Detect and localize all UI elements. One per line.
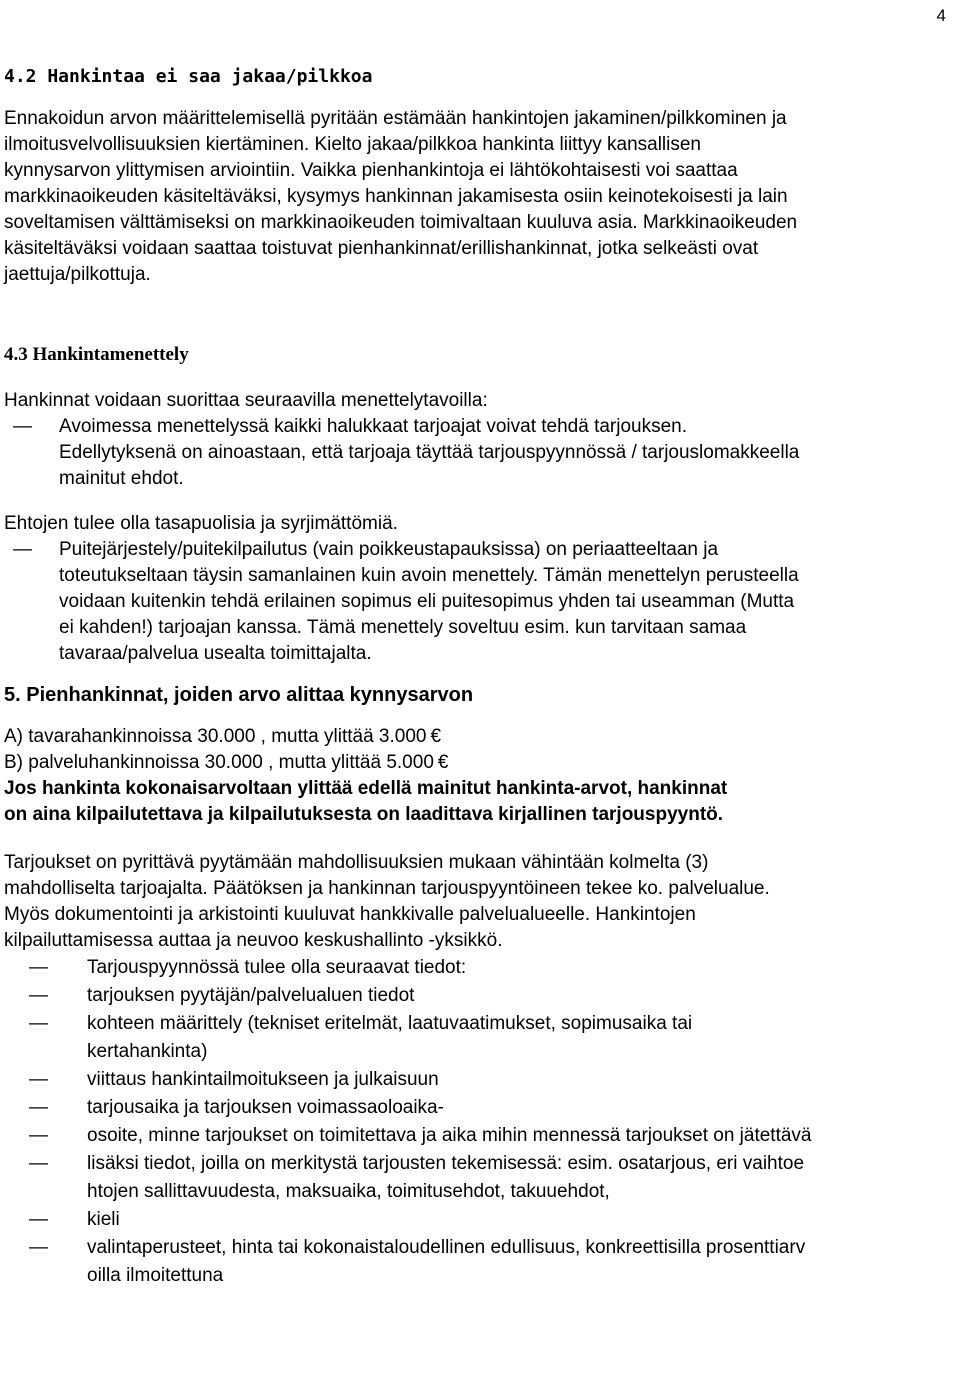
list-item-line: htojen sallittavuudesta, maksuaika, toimitusehdot, takuuehdot, <box>87 1181 610 1202</box>
bold-rule-line: on aina kilpailutettava ja kilpailutuksesta on laadittava kirjallinen tarjouspyyntö. <box>4 804 724 825</box>
list-item <box>4 1234 952 1290</box>
section-5-heading: 5. Pienhankinnat, joiden arvo alittaa kynnysarvon <box>4 684 474 706</box>
list-item-line: valintaperusteet, hinta tai kokonaistaloudellinen edullisuus, konkreettisilla prosenttiarv <box>87 1237 806 1258</box>
s42-line: ilmoitusvelvollisuuksien kiertäminen. Kielto jakaa/pilkkoa hankinta liittyy kansallisen <box>4 134 701 155</box>
list-item-line: tavaraa/palvelua usealta toimittajalta. <box>59 643 372 664</box>
list-item-line: voidaan kuitenkin tehdä erilainen sopimus eli puitesopimus yhden tai useamman (Mutta <box>59 591 795 612</box>
s5-para-line: mahdolliselta tarjoajalta. Päätöksen ja hankinnan tarjouspyyntöineen tekee ko. palvelualue. <box>4 878 770 899</box>
list-item <box>4 1122 952 1150</box>
list-item-line: tarjouksen pyytäjän/palvelualuen tiedot <box>87 985 415 1006</box>
list-item <box>4 414 952 492</box>
list-item <box>4 1094 952 1122</box>
list-item-line: toteutukseltaan täysin samanlainen kuin avoin menettely. Tämän menettelyn perusteella <box>59 565 799 586</box>
s5-para-line: Tarjoukset on pyrittävä pyytämään mahdollisuuksien mukaan vähintään kolmelta (3) <box>4 852 709 873</box>
s42-line: markkinaoikeuden käsiteltäväksi, kysymys hankinnan jakamisesta osiin keinotekoisesti ja lain <box>4 186 788 207</box>
dash-bullet: — <box>29 1209 48 1230</box>
document-page <box>4 64 952 1290</box>
list-item <box>4 1066 952 1094</box>
dash-bullet: — <box>29 1125 48 1146</box>
list-item-line: lisäksi tiedot, joilla on merkitystä tarjousten tekemisessä: esim. osatarjous, eri vaihtoe <box>87 1153 805 1174</box>
threshold-line <box>4 750 952 776</box>
dash-bullet: — <box>13 416 32 437</box>
list-item-line: tarjousaika ja tarjouksen voimassaoloaika- <box>87 1097 444 1118</box>
s42-line: soveltamisen välttämiseksi on markkinaoikeuden toimivaltaan kuuluva asia. Markkinaoikeuden <box>4 212 798 233</box>
s42-line: kynnysarvon ylittymisen arviointiin. Vaikka pienhankintoja ei lähtökohtaisesti voi saattaa <box>4 160 738 181</box>
list-item-line: Edellytyksenä on ainoastaan, että tarjoaja täyttää tarjouspyynnössä / tarjouslomakkeella <box>59 442 800 463</box>
dash-bullet: — <box>29 1237 48 1258</box>
dash-bullet: — <box>13 539 32 560</box>
s43-intro: Hankinnat voidaan suorittaa seuraavilla menettelytavoilla: <box>4 390 488 411</box>
list-item <box>4 1150 952 1206</box>
list-item-line: Puitejärjestely/puitekilpailutus (vain poikkeustapauksissa) on periaatteeltaan ja <box>59 539 719 560</box>
threshold-line <box>4 724 952 750</box>
threshold-text: B) palveluhankinnoissa 30.000 , mutta ylittää 5.000 <box>4 752 434 773</box>
dash-bullet: — <box>29 1013 48 1034</box>
section-4-2-heading: 4.2 Hankintaa ei saa jakaa/pilkkoa <box>4 66 373 87</box>
dash-bullet: — <box>29 1153 48 1174</box>
section-4-3-heading: 4.3 Hankintamenettely <box>4 344 189 365</box>
list-item <box>4 982 952 1010</box>
list-item <box>4 537 952 667</box>
list-item-line: Tarjouspyynnössä tulee olla seuraavat tiedot: <box>87 957 467 978</box>
list-item-line: kertahankinta) <box>87 1041 208 1062</box>
threshold-text: A) tavarahankinnoissa 30.000 , mutta ylittää 3.000 <box>4 726 427 747</box>
s42-line: käsiteltäväksi voidaan saattaa toistuvat pienhankinnat/erillishankinnat, jotka selkeästi ovat <box>4 238 759 259</box>
list-item-line: kieli <box>87 1209 120 1230</box>
list-item-line: kohteen määrittely (tekniset eritelmät, laatuvaatimukset, sopimusaika tai <box>87 1013 693 1034</box>
dash-bullet: — <box>29 1069 48 1090</box>
euro-icon: € <box>437 752 449 773</box>
list-item-line: mainitut ehdot. <box>59 468 184 489</box>
s5-para-line: Myös dokumentointi ja arkistointi kuuluvat hankkivalle palvelualueelle. Hankintojen <box>4 904 696 925</box>
dash-bullet: — <box>29 1097 48 1118</box>
list-item-line: Avoimessa menettelyssä kaikki halukkaat tarjoajat voivat tehdä tarjouksen. <box>59 416 688 437</box>
list-item-line: oilla ilmoitettuna <box>87 1265 224 1286</box>
list-item <box>4 1206 952 1234</box>
s42-line: Ennakoidun arvon määrittelemisellä pyritään estämään hankintojen jakaminen/pilkkominen ja <box>4 108 787 129</box>
dash-bullet: — <box>29 985 48 1006</box>
bold-rule-line: Jos hankinta kokonaisarvoltaan ylittää edellä mainitut hankinta-arvot, hankinnat <box>4 778 728 799</box>
list-item-line: viittaus hankintailmoitukseen ja julkaisuun <box>87 1069 439 1090</box>
s42-line: jaettuja/pilkottuja. <box>4 264 151 285</box>
s5-para-line: kilpailuttamisessa auttaa ja neuvoo keskushallinto -yksikkö. <box>4 930 503 951</box>
list-item <box>4 1010 952 1066</box>
dash-bullet: — <box>29 957 48 978</box>
list-item <box>4 954 952 982</box>
list-item-line: osoite, minne tarjoukset on toimitettava ja aika mihin mennessä tarjoukset on jätettävä <box>87 1125 812 1146</box>
page-number: 4 <box>936 6 946 25</box>
euro-icon: € <box>430 726 442 747</box>
s43-note: Ehtojen tulee olla tasapuolisia ja syrjimättömiä. <box>4 513 398 534</box>
list-item-line: ei kahden!) tarjoajan kanssa. Tämä menettely soveltuu esim. kun tarvitaan samaa <box>59 617 747 638</box>
